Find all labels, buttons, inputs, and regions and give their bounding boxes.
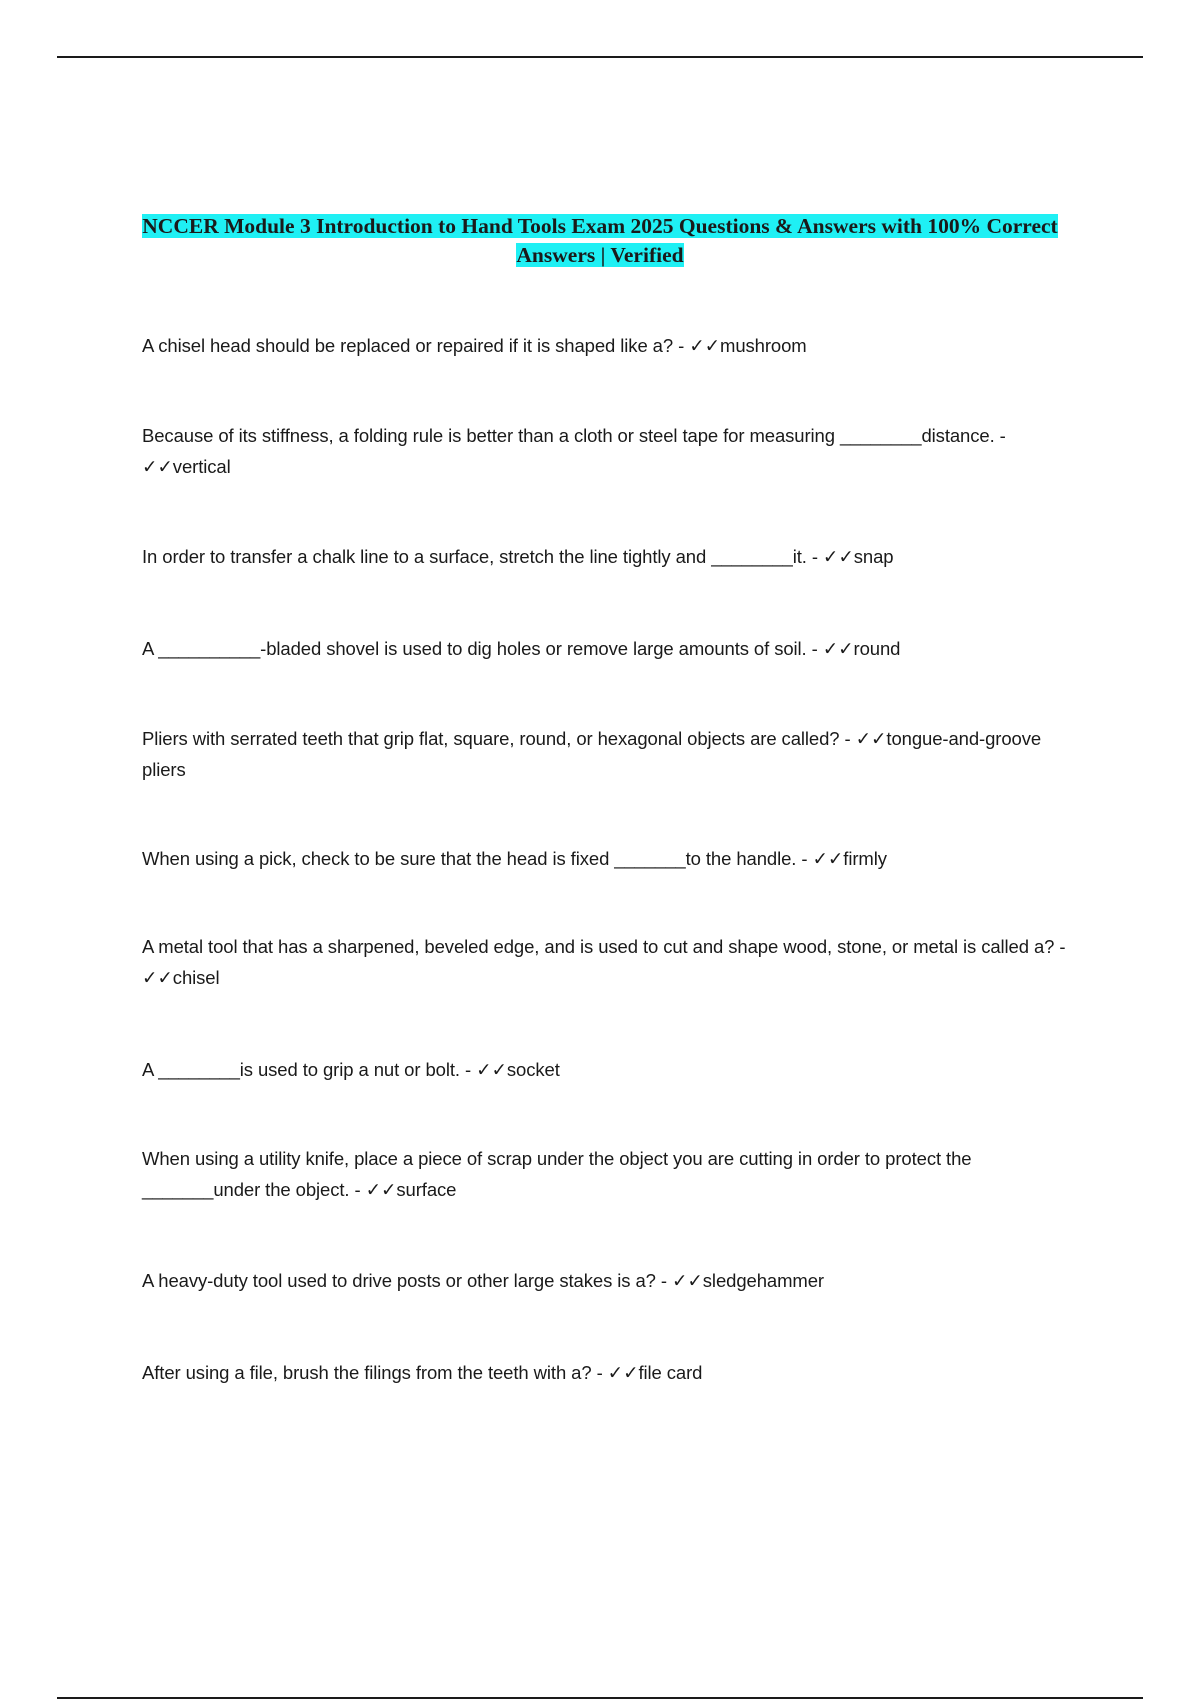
qa-item-6: When using a pick, check to be sure that the head is fixed _______to the handle. - ✓✓firmly <box>142 848 887 869</box>
qa-item-11: After using a file, brush the filings from the teeth with a? - ✓✓file card <box>142 1362 703 1383</box>
qa-item-9: When using a utility knife, place a piece of scrap under the object you are cutting in order to protect the _______under the object. - ✓✓surface <box>142 1148 972 1200</box>
qa-item-4: A __________-bladed shovel is used to dig holes or remove large amounts of soil. - ✓✓round <box>142 638 901 659</box>
title-text: NCCER Module 3 Introduction to Hand Tools Exam 2025 Questions & Answers with 100% Correct Answers | Verified <box>142 214 1058 267</box>
qa-item-2: Because of its stiffness, a folding rule is better than a cloth or steel tape for measuring ________distance. - ✓✓vertical <box>142 425 1006 477</box>
top-rule <box>57 56 1143 58</box>
qa-item-5: Pliers with serrated teeth that grip flat, square, round, or hexagonal objects are called? - ✓✓tongue-and-groove pliers <box>142 728 1042 780</box>
qa-item-7: A metal tool that has a sharpened, beveled edge, and is used to cut and shape wood, stone, or metal is called a? - ✓✓chisel <box>142 936 1066 988</box>
bottom-rule <box>57 1697 1143 1699</box>
page-title <box>120 212 1080 270</box>
qa-item-10: A heavy-duty tool used to drive posts or other large stakes is a? - ✓✓sledgehammer <box>142 1270 824 1291</box>
qa-item-8: A ________is used to grip a nut or bolt. - ✓✓socket <box>142 1059 560 1080</box>
qa-item-1: A chisel head should be replaced or repaired if it is shaped like a? - ✓✓mushroom <box>142 335 807 356</box>
qa-item-3: In order to transfer a chalk line to a surface, stretch the line tightly and ________it. - ✓✓snap <box>142 546 894 567</box>
